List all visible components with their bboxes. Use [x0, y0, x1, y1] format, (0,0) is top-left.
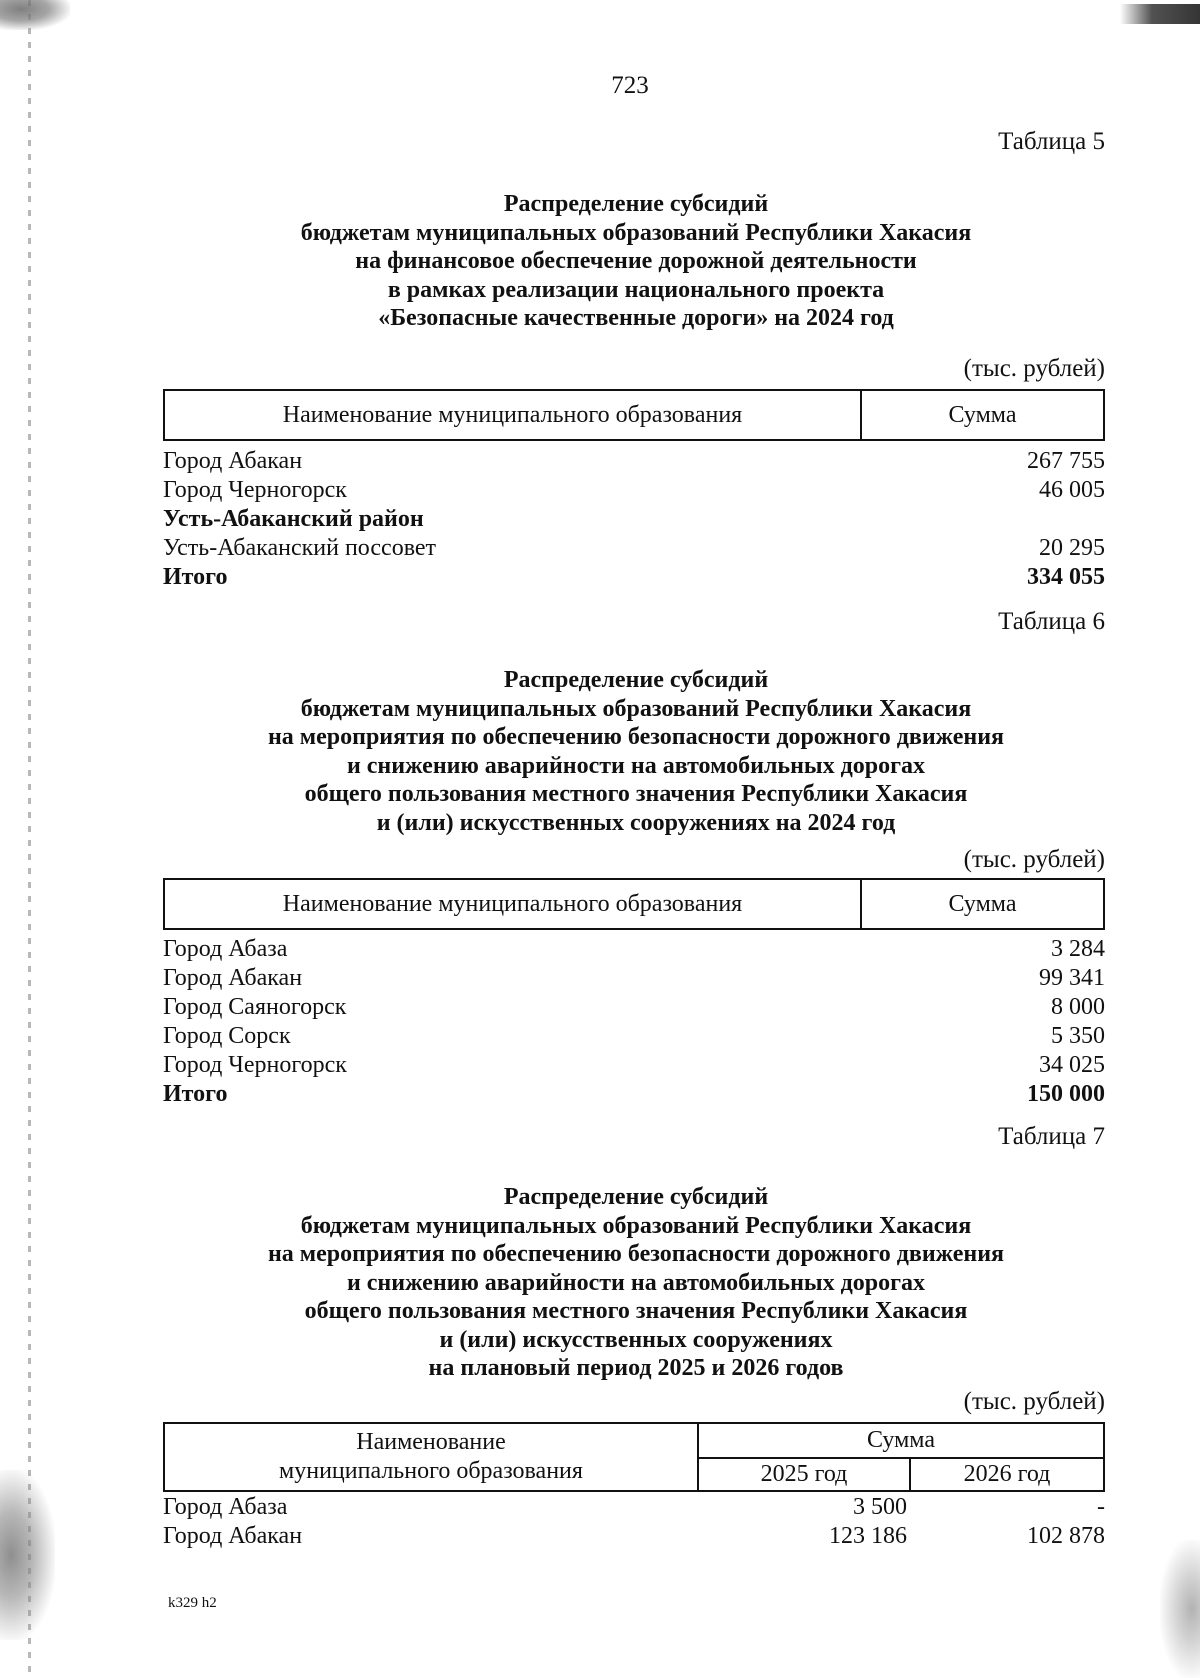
- footer-code: k329 h2: [168, 1595, 217, 1611]
- header-name-line: муниципального образования: [279, 1458, 583, 1484]
- table6-header: [163, 878, 1105, 930]
- table7-label: Таблица 7: [998, 1123, 1105, 1150]
- row-name: Город Абаза: [163, 936, 288, 962]
- header-name-cell: Наименование муниципального образования: [165, 391, 862, 439]
- table-row: [163, 447, 1105, 476]
- header-year-2026: 2026 год: [963, 1461, 1051, 1487]
- header-name-line: Наименование: [356, 1429, 506, 1455]
- row-name: Усть-Абаканский поссовет: [163, 535, 437, 561]
- header-year-2025: 2025 год: [699, 1459, 911, 1490]
- page-number: 723: [611, 72, 649, 99]
- scan-blot-artifact: [0, 1470, 55, 1640]
- table6-label: Таблица 6: [998, 608, 1105, 635]
- row-name: Город Черногорск: [163, 477, 347, 503]
- title-line: на мероприятия по обеспечению безопасности дорожного движения: [267, 724, 1005, 750]
- row-value: 3 284: [1051, 936, 1105, 962]
- header-name-cell: Наименование муниципального образования: [165, 880, 862, 928]
- scan-blot-artifact: [1160, 1540, 1200, 1678]
- row-value: 150 000: [1027, 1081, 1105, 1107]
- row-value-2025: 3 500: [853, 1494, 907, 1520]
- title-line: в рамках реализации национального проекта: [387, 276, 885, 303]
- title-line: Распределение субсидий: [503, 1184, 769, 1210]
- table6-title: [0, 666, 1200, 837]
- header-years: [699, 1459, 1103, 1490]
- table-row: [163, 1051, 1105, 1080]
- table5-label: Таблица 5: [998, 128, 1105, 155]
- header-sum-group: [699, 1424, 1103, 1490]
- row-name: Город Абакан: [163, 1523, 303, 1549]
- table5-header: [163, 389, 1105, 441]
- table5-body: [163, 447, 1105, 592]
- table-row: [163, 964, 1105, 993]
- table-row: [163, 993, 1105, 1022]
- header-sum-cell: Сумма: [699, 1424, 1103, 1459]
- scan-blot-artifact: [1120, 4, 1200, 24]
- title-line: на мероприятия по обеспечению безопасности дорожного движения: [267, 1241, 1005, 1267]
- title-line: на финансовое обеспечение дорожной деятельности: [355, 248, 917, 274]
- row-value: 5 350: [1051, 1023, 1105, 1049]
- row-name: Итого: [163, 564, 228, 590]
- table7-header: [163, 1422, 1105, 1492]
- title-line: и (или) искусственных сооружениях на 2024 год: [376, 809, 896, 836]
- title-line: и снижению аварийности на автомобильных дорогах: [346, 1269, 926, 1296]
- header-sum-cell: Сумма: [948, 401, 1017, 428]
- row-value: 34 025: [1039, 1052, 1105, 1078]
- row-value: 99 341: [1039, 965, 1105, 991]
- scan-blot-artifact: [0, 0, 70, 30]
- table-row: [163, 534, 1105, 563]
- row-value-2026: -: [1097, 1494, 1105, 1520]
- table5-units: (тыс. рублей): [963, 355, 1105, 382]
- row-value-2026: 102 878: [1027, 1523, 1105, 1549]
- title-line: бюджетам муниципальных образований Республики Хакасия: [300, 1212, 972, 1239]
- table6-body: [163, 935, 1105, 1109]
- row-name: Город Сорск: [163, 1023, 291, 1049]
- row-value: 334 055: [1027, 564, 1105, 590]
- row-name: Город Абакан: [163, 448, 303, 474]
- table-row: [163, 476, 1105, 505]
- table-row: [163, 1022, 1105, 1051]
- title-line: Распределение субсидий: [503, 667, 769, 693]
- row-name: Город Саяногорск: [163, 994, 347, 1020]
- title-line: и (или) искусственных сооружениях: [439, 1326, 833, 1353]
- title-line: бюджетам муниципальных образований Республики Хакасия: [300, 219, 972, 246]
- title-line: бюджетам муниципальных образований Республики Хакасия: [300, 695, 972, 722]
- row-value: 267 755: [1027, 448, 1105, 474]
- title-line: и снижению аварийности на автомобильных дорогах: [346, 752, 926, 779]
- table-row: [163, 1493, 1105, 1522]
- row-name: Город Абаза: [163, 1494, 288, 1520]
- row-name: Город Черногорск: [163, 1052, 347, 1078]
- table-row: [163, 1522, 1105, 1551]
- row-value: 20 295: [1039, 535, 1105, 561]
- title-line: Распределение субсидий: [503, 191, 769, 217]
- row-value: 46 005: [1039, 477, 1105, 503]
- title-line: на плановый период 2025 и 2026 годов: [428, 1355, 844, 1381]
- table5-title: [0, 190, 1200, 333]
- row-value-2025: 123 186: [829, 1523, 907, 1549]
- row-name: Итого: [163, 1081, 228, 1107]
- row-name: Усть-Абаканский район: [163, 506, 424, 532]
- title-line: общего пользования местного значения Республики Хакасия: [304, 1298, 968, 1324]
- row-value: 8 000: [1051, 994, 1105, 1020]
- row-name: Город Абакан: [163, 965, 303, 991]
- table7-title: [0, 1183, 1200, 1383]
- table7-body: [163, 1493, 1105, 1551]
- header-name-cell: [165, 1424, 699, 1490]
- table-row-total: [163, 563, 1105, 592]
- header-sum-cell: Сумма: [948, 890, 1017, 917]
- title-line: «Безопасные качественные дороги» на 2024 год: [378, 305, 894, 331]
- title-line: общего пользования местного значения Республики Хакасия: [304, 781, 968, 807]
- table-row: [163, 505, 1105, 534]
- table-row: [163, 935, 1105, 964]
- table7-units: (тыс. рублей): [963, 1388, 1105, 1415]
- table-row-total: [163, 1080, 1105, 1109]
- table6-units: (тыс. рублей): [963, 846, 1105, 873]
